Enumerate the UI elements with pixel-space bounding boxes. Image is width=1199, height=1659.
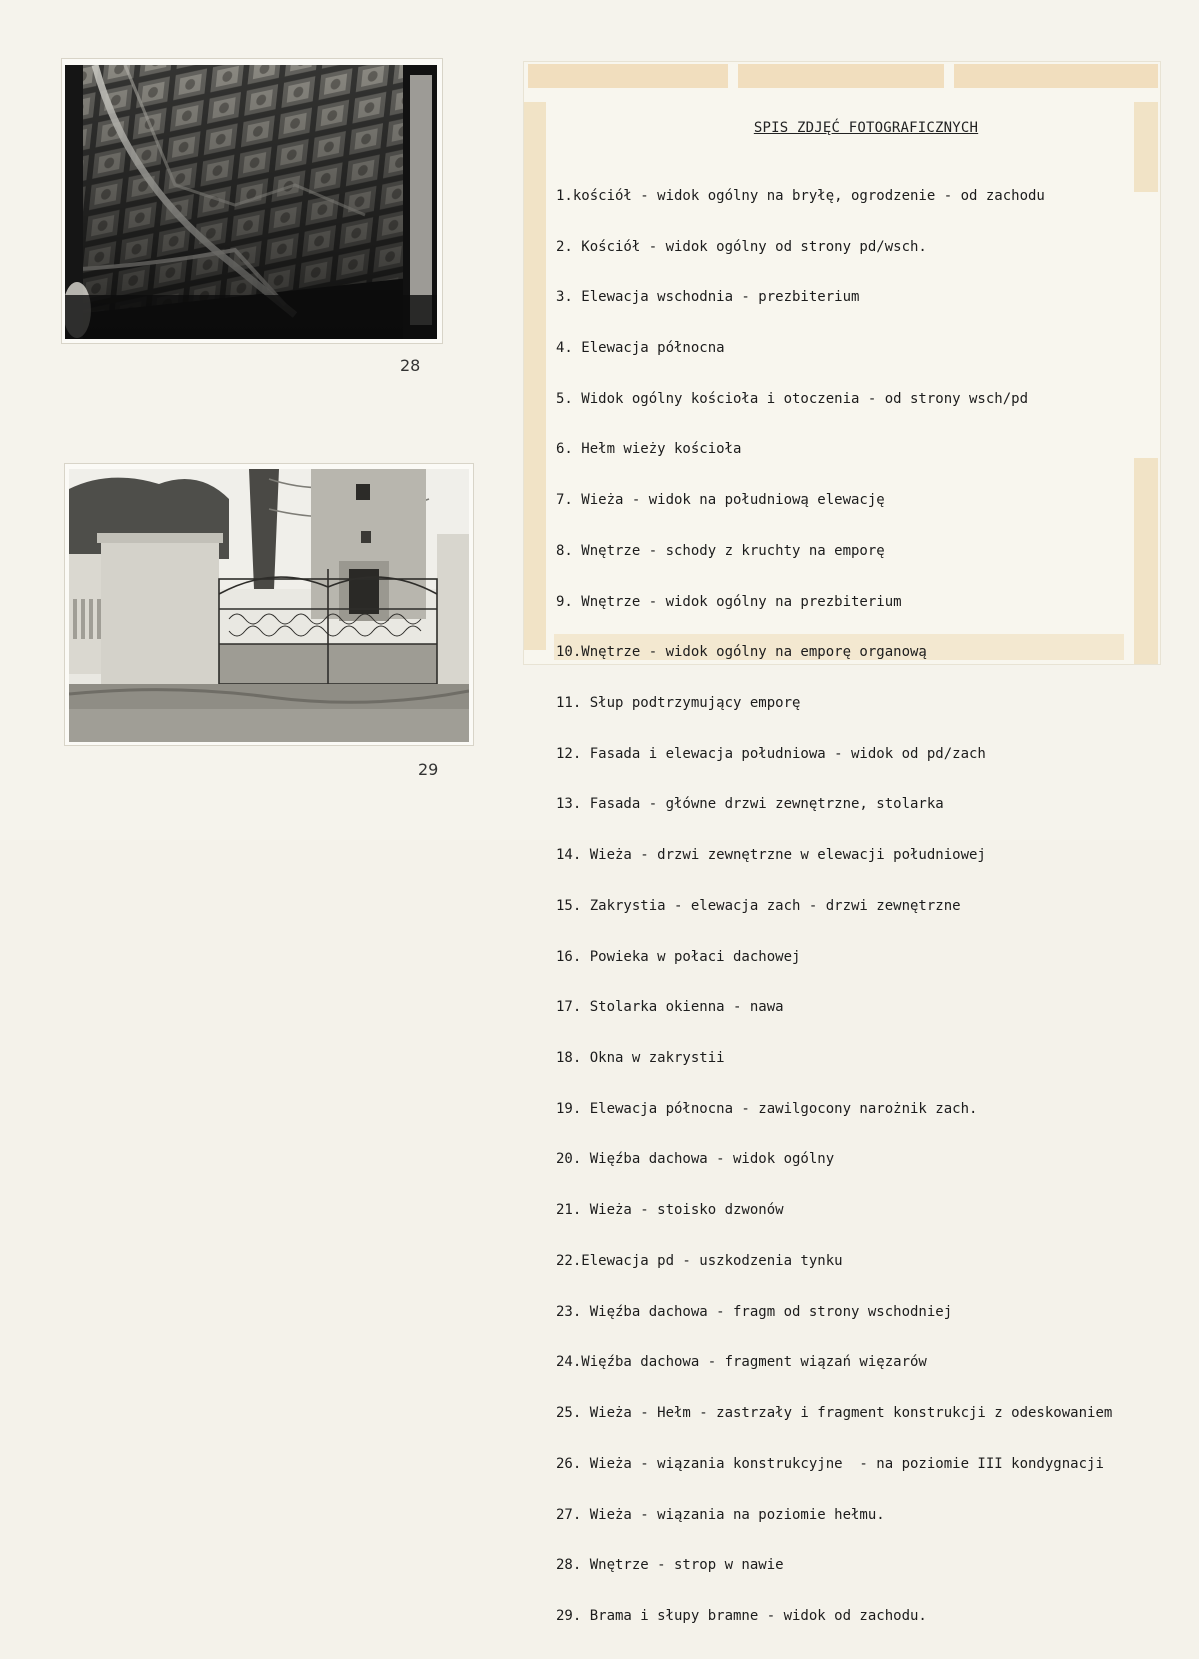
- list-item: 7. Wieża - widok na południową elewację: [556, 492, 885, 509]
- photo-list-card: [524, 62, 1160, 1624]
- photo-gate: [64, 463, 474, 746]
- list-item: 22.Elewacja pd - uszkodzenia tynku: [556, 1252, 843, 1269]
- photo-ceiling: [61, 58, 443, 344]
- tape-strip: [738, 64, 944, 88]
- list-title: SPIS ZDJĘĆ FOTOGRAFICZNYCH: [753, 120, 979, 136]
- list-item: 29. Brama i słupy bramne - widok od zachodu.: [556, 1607, 927, 1624]
- ceiling-image: [65, 65, 437, 339]
- list-item: 24.Więźba dachowa - fragment wiązań więzarów: [556, 1354, 927, 1371]
- list-item: 10.Wnętrze - widok ogólny na emporę organową: [556, 644, 927, 661]
- list-item: 25. Wieża - Hełm - zastrzały i fragment konstrukcji z odeskowaniem: [556, 1405, 1113, 1422]
- list-item: 8. Wnętrze - schody z kruchty na emporę: [556, 542, 885, 559]
- list-item: 11. Słup podtrzymujący emporę: [556, 695, 801, 711]
- list-item: 23. Więźba dachowa - fragm od strony wschodniej: [556, 1303, 953, 1320]
- list-item: 14. Wieża - drzwi zewnętrzne w elewacji południowej: [556, 847, 986, 864]
- list-item: 12. Fasada i elewacja południowa - widok od pd/zach: [556, 745, 986, 762]
- list-item: 20. Więźba dachowa - widok ogólny: [556, 1151, 835, 1168]
- list-item: 1.kościół - widok ogólny na bryłę, ogrodzenie - od zachodu: [556, 187, 1045, 204]
- list-item: 16. Powieka w połaci dachowej: [556, 948, 801, 965]
- list-item: 21. Wieża - stoisko dzwonów: [556, 1202, 784, 1219]
- list-item: 5. Widok ogólny kościoła i otoczenia - od strony wsch/pd: [556, 390, 1029, 407]
- list-item: 19. Elewacja północna - zawilgocony narożnik zach.: [556, 1100, 978, 1117]
- list-item: 18. Okna w zakrystii: [556, 1050, 725, 1067]
- tape-strip: [954, 64, 1158, 88]
- list-item: 13. Fasada - główne drzwi zewnętrzne, stolarka: [556, 796, 944, 813]
- list-item: 15. Zakrystia - elewacja zach - drzwi zewnętrzne: [556, 897, 961, 914]
- list-item: 6. Hełm wieży kościoła: [556, 441, 742, 458]
- tape-strip: [1134, 458, 1158, 664]
- list-item: 17. Stolarka okienna - nawa: [556, 999, 784, 1016]
- tape-strip: [524, 102, 546, 650]
- photo-number-29: 29: [418, 760, 439, 779]
- list-item: 2. Kościół - widok ogólny od strony pd/wsch.: [556, 238, 927, 255]
- photo-list: [556, 154, 1112, 1659]
- list-item: 26. Wieża - wiązania konstrukcyjne - na poziomie III kondygnacji: [556, 1455, 1104, 1472]
- photo-number-28: 28: [400, 356, 421, 375]
- list-item: 3. Elewacja wschodnia - prezbiterium: [556, 289, 860, 306]
- list-item: 27. Wieża - wiązania na poziomie hełmu.: [556, 1506, 885, 1523]
- tape-strip: [528, 64, 728, 88]
- gate-image: [69, 469, 469, 742]
- list-item: 28. Wnętrze - strop w nawie: [556, 1557, 784, 1574]
- list-item: 9. Wnętrze - widok ogólny na prezbiterium: [556, 593, 902, 610]
- tape-strip: [1134, 102, 1158, 192]
- list-item: 4. Elewacja północna: [556, 339, 725, 356]
